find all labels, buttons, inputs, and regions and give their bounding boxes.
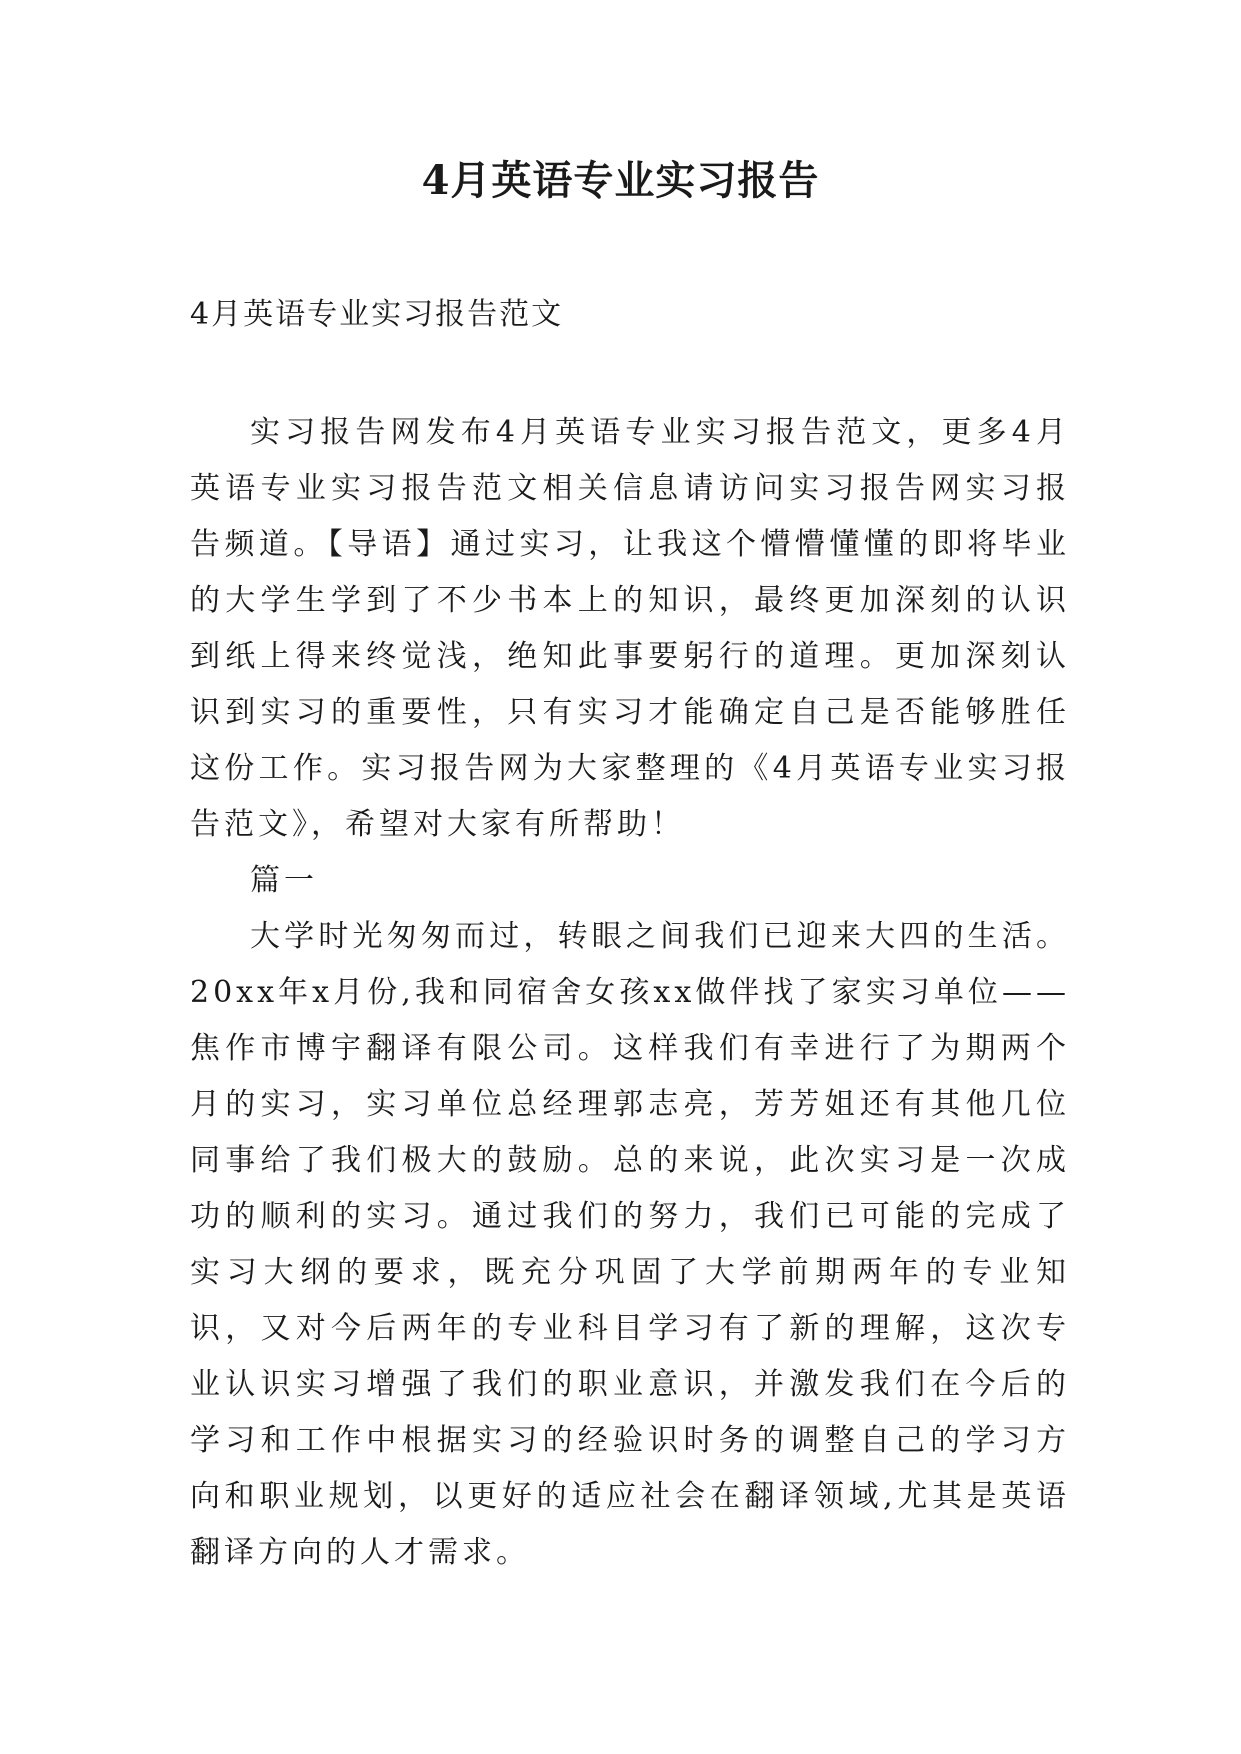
body-paragraph: 大学时光匆匆而过，转眼之间我们已迎来大四的生活。20xx年x月份,我和同宿舍女孩xx做伴找了家实习单位——焦作市博宇翻译有限公司。这样我们有幸进行了为期两个月的实习，实习单位总经理郭志亮，芳芳姐还有其他几位同事给了我们极大的鼓励。总的来说，此次实习是一次成功的顺利的实习。通过我们的努力，我们已可能的完成了实习大纲的要求，既充分巩固了大学前期两年的专业知识，又对今后两年的专业科目学习有了新的理解，这次专业认识实习增强了我们的职业意识，并激发我们在今后的学习和工作中根据实习的经验识时务的调整自己的学习方向和职业规划，以更好的适应社会在翻译领域,尤其是英语翻译方向的人才需求。 — [190, 919, 1070, 1570]
document-title: 4月英语专业实习报告 — [421, 157, 820, 204]
section-heading: 篇一 — [250, 863, 318, 898]
document-subtitle: 4月英语专业实习报告范文 — [190, 297, 564, 332]
intro-paragraph: 实习报告网发布4月英语专业实习报告范文，更多4月英语专业实习报告范文相关信息请访问实习报告网实习报告频道。【导语】通过实习，让我这个懵懵懂懂的即将毕业的大学生学到了不少书本上的知识，最终更加深刻的认识到纸上得来终觉浅，绝知此事要躬行的道理。更加深刻认识到实习的重要性，只有实习才能确定自己是否能够胜任这份工作。实习报告网为大家整理的《4月英语专业实习报告范文》，希望对大家有所帮助！ — [190, 415, 1070, 842]
document-body — [190, 405, 1070, 1581]
